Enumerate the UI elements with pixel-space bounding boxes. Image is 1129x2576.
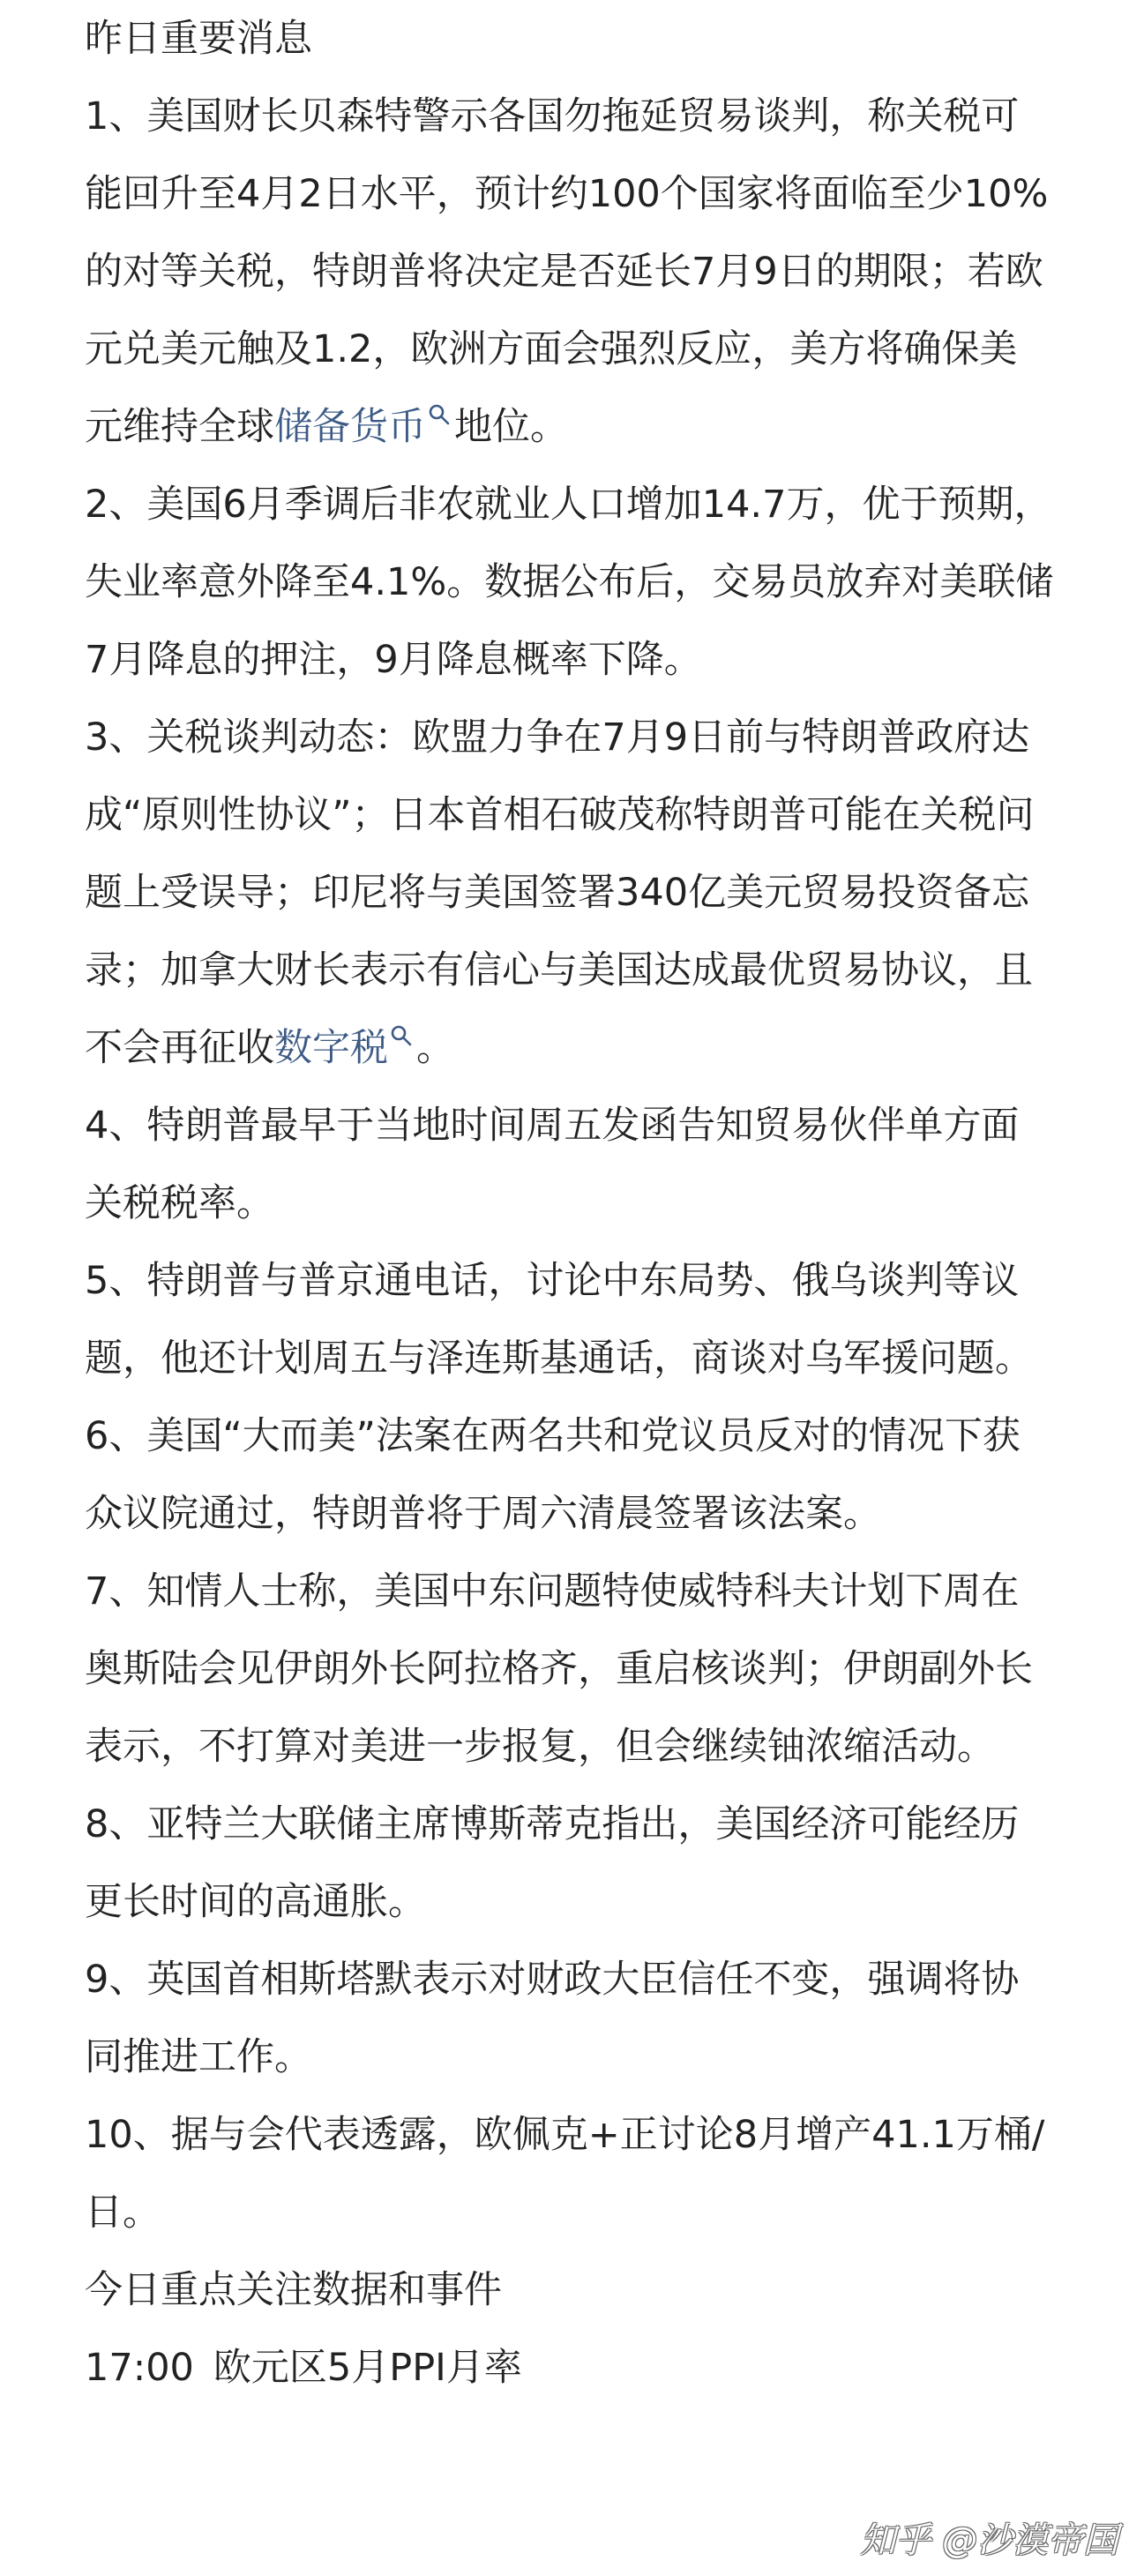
news-item-2: 2、美国6月季调后非农就业人口增加14.7万，优于预期，失业率意外降至4.1%。数据公布后，交易员放弃对美联储7月降息的押注，9月降息概率下降。 (85, 483, 1054, 682)
article-body (85, 0, 1055, 2407)
news-item-5: 5、特朗普与普京通电话，讨论中东局势、俄乌谈判等议题，他还计划周五与泽连斯基通话，商谈对乌军援问题。 (85, 1259, 1033, 1381)
watermark-text: 知乎 @沙漠帝国 (860, 2520, 1118, 2561)
news-item-1-text: 1、美国财长贝森特警示各国勿拖延贸易谈判，称关税可能回升至4月2日水平，预计约100个国家将面临至少10%的对等关税，特朗普将决定是否延长7月9日的期限；若欧元兑美元触及1.2，欧洲方面会强烈反应，美方将确保美元维持全球 (85, 94, 1049, 449)
schedule-row (85, 2329, 1055, 2407)
news-item-8: 8、亚特兰大联储主席博斯蒂克指出，美国经济可能经历更长时间的高通胀。 (85, 1802, 1020, 1924)
search-icon[interactable] (428, 403, 451, 426)
watermark (860, 2511, 1118, 2564)
schedule-time: 17:00 (85, 2346, 194, 2390)
search-icon[interactable] (390, 1024, 413, 1047)
schedule-event: 欧元区5月PPI月率 (213, 2346, 522, 2390)
news-item-1-tail: 地位。 (454, 405, 568, 449)
keyword-link-digital-tax[interactable]: 数字税 (274, 1026, 388, 1070)
news-item-4: 4、特朗普最早于当地时间周五发函告知贸易伙伴单方面关税税率。 (85, 1104, 1020, 1225)
news-item-3-text: 3、关税谈判动态：欧盟力争在7月9日前与特朗普政府达成“原则性协议”；日本首相石破茂称特朗普可能在关税问题上受误导；印尼将与美国签署340亿美元贸易投资备忘录；加拿大财长表示有信心与美国达成最优贸易协议，且不会再征收 (85, 715, 1035, 1070)
keyword-link-reserve-currency[interactable]: 储备货币 (274, 405, 426, 449)
news-item-6: 6、美国“大而美”法案在两名共和党议员反对的情况下获众议院通过，特朗普将于周六清晨签署该法案。 (85, 1414, 1021, 1536)
news-item-3-tail: 。 (416, 1026, 454, 1070)
news-item-1 (85, 78, 1055, 466)
heading-yesterday-news: 昨日重要消息 (85, 17, 312, 61)
news-item-9: 9、英国首相斯塔默表示对财政大臣信任不变，强调将协同推进工作。 (85, 1958, 1020, 2079)
heading-today-focus: 今日重点关注数据和事件 (85, 2268, 502, 2312)
news-item-10: 10、据与会代表透露，欧佩克+正讨论8月增产41.1万桶/日。 (85, 2113, 1045, 2235)
news-item-3 (85, 699, 1055, 1087)
news-item-7: 7、知情人士称，美国中东问题特使威特科夫计划下周在奥斯陆会见伊朗外长阿拉格齐，重启核谈判；伊朗副外长表示，不打算对美进一步报复，但会继续铀浓缩活动。 (85, 1569, 1033, 1769)
